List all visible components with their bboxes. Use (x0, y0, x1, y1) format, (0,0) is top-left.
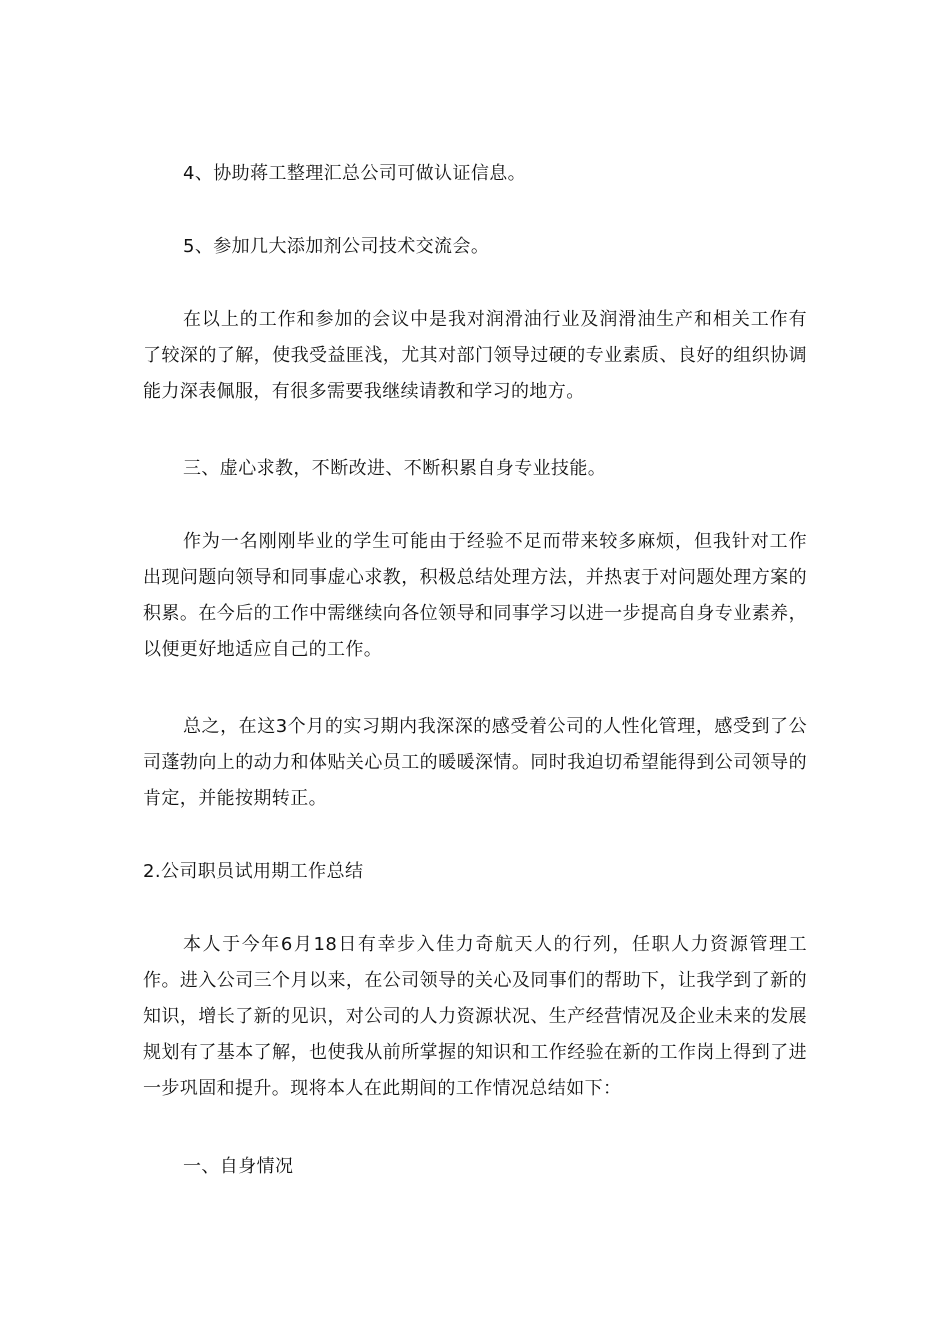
section-heading-1: 一、自身情况 (183, 1156, 294, 1177)
list-item-5: 5、参加几大添加剂公司技术交流会。 (183, 236, 490, 257)
list-item-4: 4、协助蒋工整理汇总公司可做认证信息。 (183, 163, 527, 184)
body-paragraph: 作为一名刚刚毕业的学生可能由于经验不足而带来较多麻烦，但我针对工作出现问题向领导和同事虚心求教，积极总结处理方法，并热衷于对问题处理方案的积累。在今后的工作中需继续向各位领导和同事学习以进一步提高自身专业素养，以便更好地适应自己的工作。 (143, 531, 807, 660)
intro-paragraph: 本人于今年6月18日有幸步入佳力奇航天人的行列，任职人力资源管理工作。进入公司三个月以来，在公司领导的关心及同事们的帮助下，让我学到了新的知识，增长了新的见识，对公司的人力资源状况、生产经营情况及企业未来的发展规划有了基本了解，也使我从前所掌握的知识和工作经验在新的工作岗上得到了进一步巩固和提升。现将本人在此期间的工作情况总结如下： (143, 934, 807, 1099)
section-heading-3: 三、虚心求教，不断改进、不断积累自身专业技能。 (183, 458, 607, 479)
summary-paragraph: 总之，在这3个月的实习期内我深深的感受着公司的人性化管理，感受到了公司蓬勃向上的动力和体贴关心员工的暖暖深情。同时我迫切希望能得到公司领导的肯定，并能按期转正。 (143, 716, 807, 809)
body-paragraph: 在以上的工作和参加的会议中是我对润滑油行业及润滑油生产和相关工作有了较深的了解，使我受益匪浅，尤其对部门领导过硬的专业素质、良好的组织协调能力深表佩服，有很多需要我继续请教和学习的地方。 (143, 309, 807, 402)
article-title: 2.公司职员试用期工作总结 (143, 861, 364, 882)
